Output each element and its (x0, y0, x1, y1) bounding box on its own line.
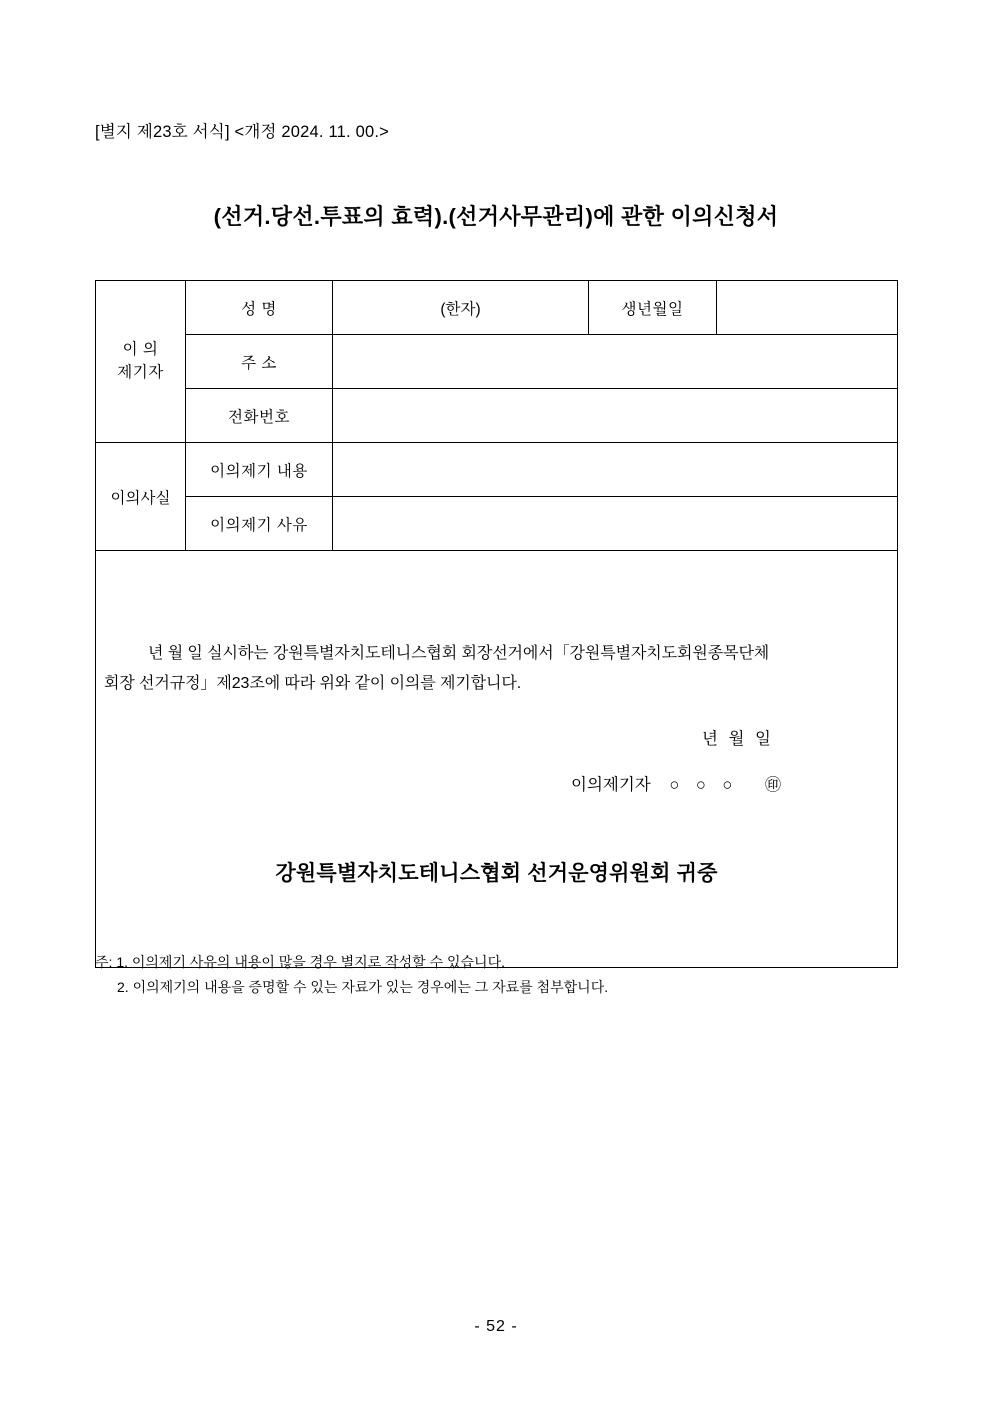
statement-line-1: 년 월 일 실시하는 강원특별자치도테니스협회 회장선거에서「강원특별자치도회원종목단체 (148, 644, 770, 662)
name-input[interactable]: (한자) (333, 281, 589, 335)
footnotes (95, 950, 915, 999)
table-row (96, 281, 898, 335)
table-row (96, 443, 898, 497)
signature-date-line[interactable]: 년 월 일 (702, 730, 774, 749)
addressee-line: 강원특별자치도테니스협회 선거운영위원회 귀중 (275, 862, 718, 886)
objection-reason-input[interactable] (333, 497, 898, 551)
birthdate-label: 생년월일 (589, 281, 717, 335)
applicant-label-line1: 이 의 (122, 341, 159, 359)
objection-fact-label: 이의사실 (96, 443, 186, 551)
application-table (95, 280, 898, 968)
table-row (96, 389, 898, 443)
statement-line-2: 회장 선거규정」제23조에 따라 위와 같이 이의를 제기합니다. (104, 675, 522, 692)
name-label: 성 명 (186, 281, 333, 335)
objection-reason-label: 이의제기 사유 (186, 497, 333, 551)
footnote-prefix: 주: (95, 954, 113, 970)
signer-label: 이의제기자 (571, 776, 651, 795)
phone-input[interactable] (333, 389, 898, 443)
footnote-item-1 (95, 950, 915, 975)
phone-label: 전화번호 (186, 389, 333, 443)
birthdate-input[interactable] (717, 281, 898, 335)
signer-name-placeholder[interactable]: ○ ○ ○ (669, 776, 739, 795)
address-input[interactable] (333, 335, 898, 389)
applicant-section-label (96, 281, 186, 443)
statement-section (96, 551, 898, 968)
page-title: (선거.당선.투표의 효력).(선거사무관리)에 관한 이의신청서 (213, 204, 779, 229)
page-number: - 52 - (474, 1318, 518, 1335)
footnote-text-1: 1. 이의제기 사유의 내용이 많을 경우 별지로 작성할 수 있습니다. (116, 954, 505, 970)
table-row (96, 497, 898, 551)
signer-line (104, 771, 889, 795)
table-row (96, 551, 898, 968)
table-row (96, 335, 898, 389)
applicant-label-line2: 제기자 (117, 363, 164, 381)
seal-icon: ㊞ (764, 777, 781, 795)
address-label: 주 소 (186, 335, 333, 389)
form-code-header: [별지 제23호 서식] <개정 2024. 11. 00.> (95, 123, 389, 141)
objection-content-input[interactable] (333, 443, 898, 497)
footnote-item-2 (95, 975, 915, 1000)
footnote-text-2: 2. 이의제기의 내용을 증명할 수 있는 자료가 있는 경우에는 그 자료를 첨부합니다. (117, 978, 609, 995)
objection-content-label: 이의제기 내용 (186, 443, 333, 497)
